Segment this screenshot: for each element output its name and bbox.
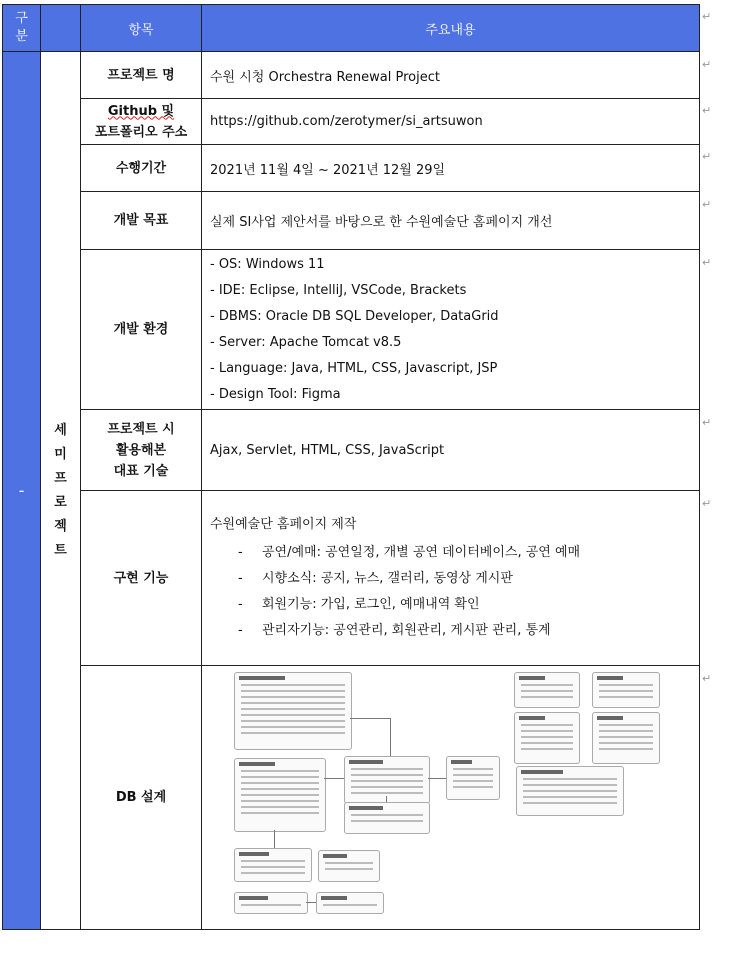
section-char: 트	[54, 542, 67, 558]
section-char: 세	[54, 422, 67, 438]
project-table	[2, 4, 700, 930]
tech-value: Ajax, Servlet, HTML, CSS, JavaScript	[202, 410, 700, 491]
erd-relation-line	[390, 718, 391, 756]
erd-entity	[592, 712, 660, 764]
github-label-line1: Github 및	[107, 103, 175, 119]
header-spacer	[41, 5, 81, 52]
erd-relation-line	[386, 796, 387, 802]
env-item: - Language: Java, HTML, CSS, Javascript, JSP	[210, 360, 498, 376]
row-env	[3, 250, 700, 410]
tech-label-line1: 프로젝트 시	[107, 421, 175, 437]
github-url[interactable]: https://github.com/zerotymer/si_artsuwon	[202, 99, 700, 145]
paragraph-mark: ↵	[702, 150, 712, 163]
env-item: - OS: Windows 11	[210, 256, 325, 272]
erd-relation-line	[274, 830, 275, 848]
env-list	[202, 250, 700, 410]
erd-entity	[446, 756, 500, 800]
row-github	[3, 99, 700, 145]
tech-label	[81, 410, 202, 491]
section-char: 로	[54, 494, 67, 510]
dash-column	[3, 52, 41, 930]
erd-relation-line	[306, 902, 316, 903]
section-char: 미	[54, 446, 67, 462]
period-label: 수행기간	[81, 145, 202, 192]
features-title: 수원예술단 홈페이지 제작	[210, 516, 357, 532]
header-content: 주요내용	[202, 5, 700, 52]
erd-entity	[344, 756, 430, 804]
header-category: 구 분	[3, 5, 41, 52]
erd-entity	[234, 892, 308, 914]
paragraph-mark: ↵	[702, 198, 712, 211]
feature-item	[210, 540, 699, 566]
row-period	[3, 145, 700, 192]
erd-entity	[234, 672, 352, 750]
erd-relation-line	[428, 778, 446, 779]
erd-entity	[234, 758, 326, 832]
github-label	[81, 99, 202, 145]
dash-mark: -	[18, 481, 25, 500]
goal-value: 실제 SI사업 제안서를 바탕으로 한 수원예술단 홈페이지 개선	[202, 192, 700, 250]
paragraph-mark: ↵	[702, 672, 712, 685]
db-label: DB 설계	[81, 666, 202, 930]
row-goal	[3, 192, 700, 250]
row-tech	[3, 410, 700, 491]
row-features	[3, 491, 700, 666]
paragraph-mark: ↵	[702, 58, 712, 71]
section-char: 프	[54, 470, 67, 486]
env-item: - IDE: Eclipse, IntelliJ, VSCode, Brackets	[210, 282, 467, 298]
erd-diagram	[226, 670, 696, 925]
erd-relation-line	[324, 778, 344, 779]
section-char: 젝	[54, 518, 67, 534]
db-diagram-cell	[202, 666, 700, 930]
erd-entity	[592, 672, 660, 708]
env-label: 개발 환경	[81, 250, 202, 410]
paragraph-mark: ↵	[702, 10, 712, 23]
section-label	[41, 52, 81, 930]
erd-entity	[318, 850, 380, 882]
feature-text: 시향소식: 공지, 뉴스, 갤러리, 동영상 게시판	[262, 570, 513, 586]
header-item: 항목	[81, 5, 202, 52]
feature-text: 관리자기능: 공연관리, 회원관리, 게시판 관리, 통계	[262, 622, 551, 638]
erd-entity	[316, 892, 384, 914]
row-db	[3, 666, 700, 930]
erd-entity	[234, 848, 312, 882]
env-item: - DBMS: Oracle DB SQL Developer, DataGrid	[210, 308, 499, 324]
row-project-name	[3, 52, 700, 99]
paragraph-mark: ↵	[702, 497, 712, 510]
paragraph-mark: ↵	[702, 104, 712, 117]
period-value: 2021년 11월 4일 ~ 2021년 12월 29일	[202, 145, 700, 192]
feature-text: 회원기능: 가입, 로그인, 예매내역 확인	[262, 596, 480, 612]
erd-entity	[516, 766, 624, 816]
env-item: - Server: Apache Tomcat v8.5	[210, 334, 402, 350]
features-list	[202, 491, 700, 666]
paragraph-mark: ↵	[702, 416, 712, 429]
github-label-line2: 포트폴리오 주소	[94, 124, 188, 140]
feature-item	[210, 566, 699, 592]
tech-label-line2: 활용해본	[115, 442, 167, 458]
env-item: - Design Tool: Figma	[210, 386, 341, 402]
feature-text: 공연/예매: 공연일정, 개별 공연 데이터베이스, 공연 예매	[262, 544, 581, 560]
goal-label: 개발 목표	[81, 192, 202, 250]
erd-entity	[514, 672, 580, 708]
erd-entity	[344, 802, 430, 834]
paragraph-mark: ↵	[702, 256, 712, 269]
erd-relation-line	[350, 718, 390, 719]
features-label: 구현 기능	[81, 491, 202, 666]
feature-item	[210, 618, 699, 644]
project-name-value: 수원 시청 Orchestra Renewal Project	[202, 52, 700, 99]
table-header-row	[3, 5, 700, 52]
feature-item	[210, 592, 699, 618]
tech-label-line3: 대표 기술	[113, 463, 169, 479]
erd-entity	[514, 712, 580, 764]
project-name-label: 프로젝트 명	[81, 52, 202, 99]
